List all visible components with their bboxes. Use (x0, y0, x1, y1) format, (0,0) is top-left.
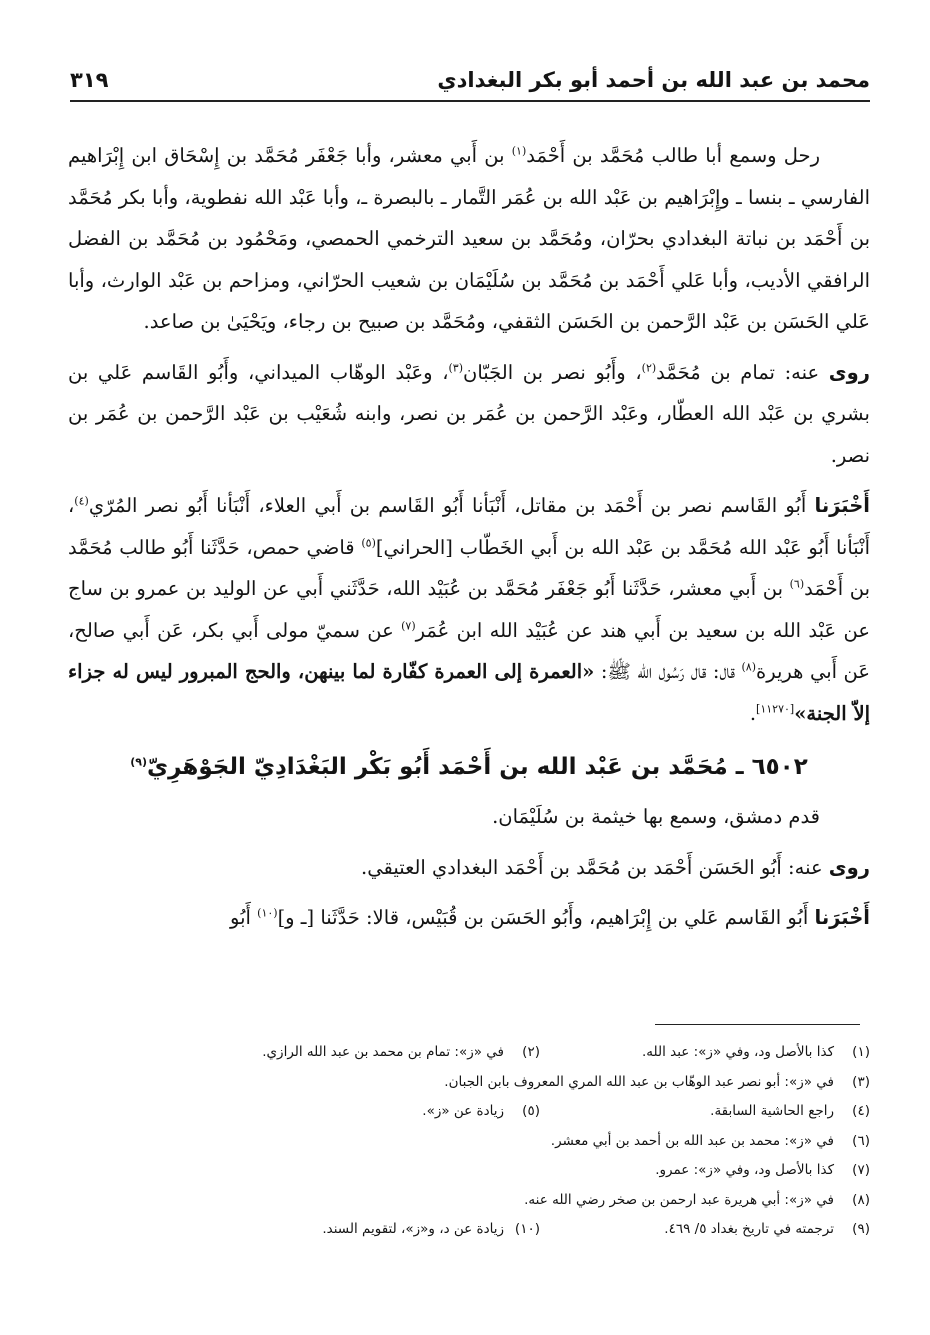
footnote-row (140, 1188, 870, 1218)
footnote-number: (٩) (852, 1221, 870, 1237)
footnote-text: في «ز»: محمد بن عبد الله بن أحمد بن أبي معشر. (550, 1132, 834, 1149)
paragraph-narrators-2 (68, 847, 870, 889)
footnote-number: (١) (852, 1044, 870, 1060)
paragraph-travel: قدم دمشق، وسمع بها خيثمة بن سُلَيْمَان. (492, 805, 820, 828)
keyword-akhbarana: أَخْبَرَنا (814, 906, 870, 929)
footnote-number: (٤) (852, 1103, 870, 1119)
footnote-text: راجع الحاشية السابقة. (710, 1103, 834, 1119)
footnote-row (140, 1099, 870, 1129)
keyword-akhbarana: أَخْبَرَنا (814, 494, 870, 517)
footnote-ref-3[interactable]: (٣) (448, 361, 464, 374)
hadith-number: [١١٢٧٠] (756, 702, 795, 715)
footnote-number: (٧) (852, 1162, 870, 1178)
text-run: رحل وسمع أبا طالب مُحَمَّد بن أَحْمَد (526, 144, 821, 167)
page-header (70, 60, 870, 102)
page-number: ٣١٩ (70, 68, 109, 92)
text-run: عن سميّ مولى أَبي بكر، عَن أَبي صالح، عَن أَبي هريرة (68, 618, 871, 683)
footnote-number: (٥) (522, 1103, 540, 1119)
hadith-text: «العمرة إلى العمرة كفّارة لما بينهن، والحج المبرور ليس له جزاء إلاّ الجنة» (68, 660, 870, 725)
footnote-3 (444, 1070, 870, 1100)
footnote-row (140, 1129, 870, 1159)
footnote-text: كذا بالأصل ود، وفي «ز»: عمرو. (655, 1162, 834, 1178)
footnote-6 (551, 1129, 870, 1159)
footnote-ref-9[interactable]: (٩) (130, 755, 148, 769)
footnote-ref-8[interactable]: (٨) (741, 660, 757, 674)
footnote-text: زيادة عن د، و«ز»، لتقويم السند. (322, 1221, 504, 1237)
text-run: بن أَبي معشر، وأبا جَعْفَر مُحَمَّد بن إِسْحَاق ابن إِبْرَاهيم الفارسي ـ بنسا ـ وإِبْرَاهيم بن عَبْد الله بن عُمَر التَّمار ـ بالبصرة ـ، وأبا عَبْد الله نفطوية، وأبا بكر مُحَمَّد بن أَحْمَد بن نباتة البغدادي بحرّان، ومُحَمَّد بن سعيد الترخمي الحمصي، ومَحْمُود بن مُحَمَّد بن الفضل الرافقي الأديب، وأبا عَلي أَحْمَد بن مُحَمَّد بن سُلَيْمَان بن شعيب الحرّاني، ومزاحم بن عَبْد الوارث، وأبا عَلي الحَسَن بن عَبْد الرَّحمن بن الحَسَن الثقفي، ومُحَمَّد بن صبيح بن رجاء، ويَحْيَىٰ بن صاعد. (68, 144, 870, 333)
text-run: عنه: تمام بن مُحَمَّد (656, 360, 829, 384)
footnote-divider (655, 1024, 860, 1025)
footnote-ref-7[interactable]: (٧) (401, 619, 416, 632)
footnote-5 (422, 1099, 540, 1129)
paragraph-biography (68, 135, 870, 343)
entry-title: ٦٥٠٢ ـ مُحَمَّد بن عَبْد الله بن أَحْمَد أَبُو بَكْر البَغْدَادِيّ الجَوْهَرِيّ (147, 754, 808, 780)
footnote-ref-6[interactable]: (٦) (789, 577, 805, 591)
keyword-rawa: روى (828, 855, 870, 879)
text-run: ، أَنْبَأنا أَبُو عَبْد الله مُحَمَّد بن عَبْد الله بن أَبي الخَطّاب [الحراني] (68, 494, 870, 559)
paragraph-isnad (68, 485, 870, 734)
footnote-1 (540, 1040, 870, 1070)
footnote-7 (655, 1158, 870, 1188)
footnote-10 (322, 1217, 540, 1247)
footnotes (140, 1040, 870, 1247)
footnote-row (140, 1217, 870, 1247)
footnote-9 (540, 1217, 870, 1247)
footnote-4 (540, 1099, 870, 1129)
footnote-number: (٨) (852, 1191, 870, 1208)
footnote-ref-5[interactable]: (٥) (361, 536, 376, 549)
footnote-2 (262, 1040, 540, 1070)
footnote-number: (٣) (852, 1073, 870, 1090)
footnote-row (140, 1158, 870, 1188)
keyword-rawa: روى (828, 360, 870, 384)
footnote-number: (١٠) (514, 1221, 540, 1237)
paragraph-isnad-2 (68, 897, 870, 939)
text-run: ، وعَبْد الوهّاب الميداني، وأَبُو القَاسم عَلي بن بشري بن عَبْد الله العطّار، وعَبْد الرَّحمن بن عُمَر بن نصر، وابنه شُعَيْب بن عَبْد الرَّحمن بن عُمَر بن نصر. (68, 360, 870, 467)
paragraph-narrators (68, 352, 870, 477)
text-run: قاضي حمص، حَدَّثَنا أَبُو طالب مُحَمَّد بن أَحْمَد (68, 535, 871, 600)
footnote-text: كذا بالأصل ود، وفي «ز»: عبد الله. (641, 1044, 834, 1060)
text-run: . (749, 701, 757, 725)
footnote-8 (524, 1188, 870, 1218)
text-run: ، وأَبُو نصر بن الجَبّان (463, 360, 642, 384)
footnote-ref-1[interactable]: (١) (511, 144, 527, 158)
footnote-ref-2[interactable]: (٢) (641, 361, 657, 374)
footnote-text: في «ز»: أبو نصر عبد الوهّاب بن عبد الله المري المعروف بابن الجبان. (444, 1073, 834, 1090)
text-run: أَبُو القَاسم عَلي بن إِبْرَاهيم، وأَبُو الحَسَن بن قُبَيْس، قالا: حَدَّثَنا [ـ و] (277, 906, 815, 929)
text-run: عنه: أَبُو الحَسَن أَحْمَد بن مُحَمَّد بن أَحْمَد البغدادي العتيقي. (361, 855, 829, 879)
footnote-text: في «ز»: أبي هريرة عبد ارحمن بن صخر رضي الله عنه. (524, 1191, 834, 1208)
footnote-text: في «ز»: تمام بن محمد بن عبد الله الرازي. (262, 1044, 504, 1060)
footnote-ref-4[interactable]: (٤) (74, 494, 89, 508)
footnote-number: (٢) (522, 1044, 540, 1060)
footnote-row (140, 1070, 870, 1100)
footnote-ref-10[interactable]: (١٠) (257, 906, 278, 920)
footnote-number: (٦) (852, 1132, 870, 1149)
footnote-text: زيادة عن «ز». (422, 1103, 504, 1119)
text-run: بن أَبي معشر، حَدَّثَنا أَبُو جَعْفَر مُحَمَّد بن عُبَيْد الله، حَدَّثَني أَبي عن الوليد بن عمرو بن ساج عن عَبْد الله بن سعيد بن أَبي هند عن عُبَيْد الله ابن عُمَر (68, 577, 870, 642)
main-text (68, 135, 870, 948)
footnote-row (140, 1040, 870, 1070)
footnote-text: ترجمته في تاريخ بغداد ٥/ ٤٦٩. (664, 1221, 834, 1237)
text-run: قال: قال رَسُول الله ﷺ: (594, 660, 742, 683)
text-run: أَبُو (230, 906, 258, 929)
text-run: أَبُو القَاسم نصر بن أَحْمَد بن مقاتل، أَنْبَأنا أَبُو القَاسم بن أَبي العلاء، أَنْبَأنا أَبُو نصر المُرّي (88, 494, 815, 517)
running-title: محمد بن عبد الله بن أحمد أبو بكر البغدادي (437, 68, 870, 92)
entry-heading (68, 744, 870, 790)
